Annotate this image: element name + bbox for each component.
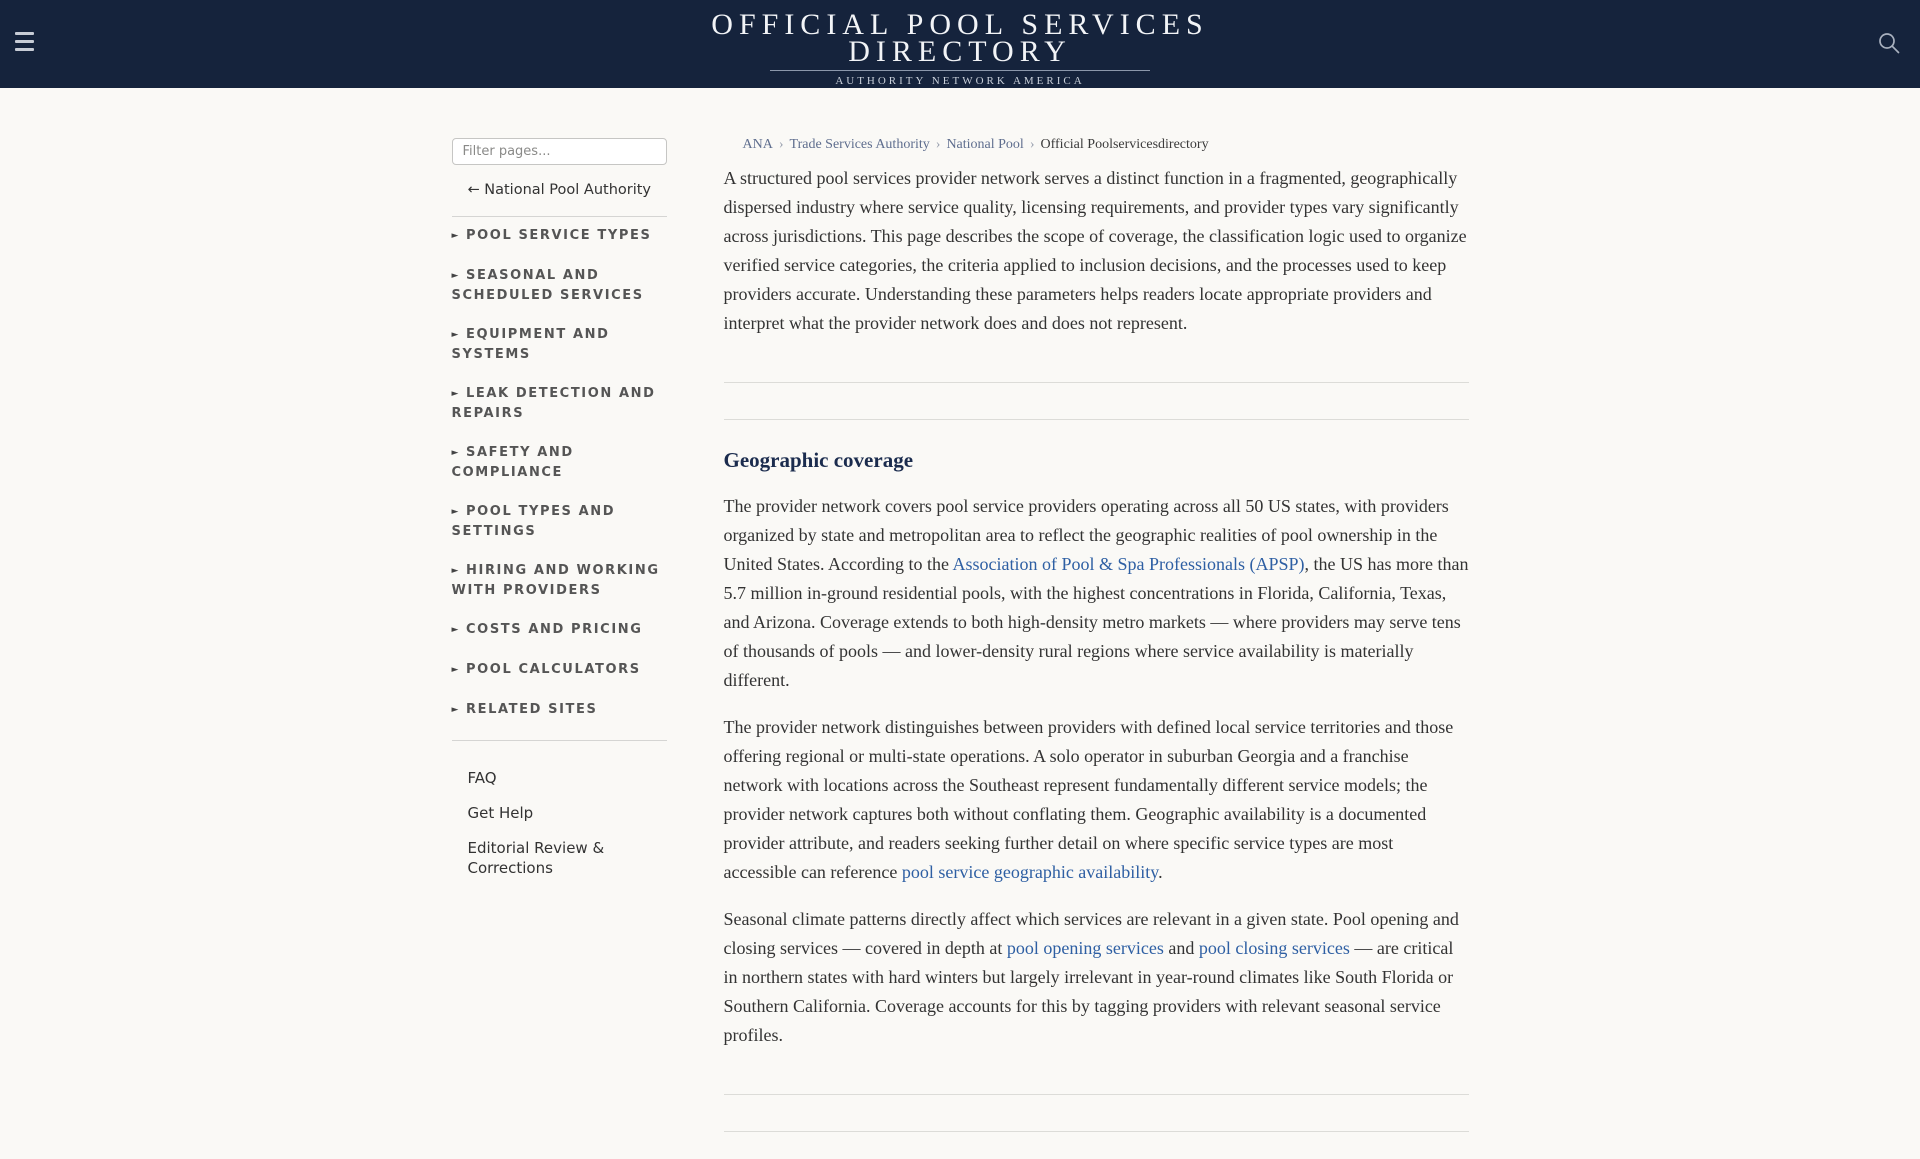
body-paragraph: A structured pool services provider network serves a distinct function in a fragmented, geographically dispersed industry where service quality, licensing requirements, and provider types vary significantly across jurisdictions. This page describes the scope of coverage, the classification logic used to organize verified service categories, the criteria applied to inclusion decisions, and the processes used to keep providers accurate. Understanding these parameters helps readers locate appropriate providers and interpret what the provider network does and does not represent. <box>723 168 1467 333</box>
sidebar-section-safety-and-compliance[interactable]: ► SAFETY AND COMPLIANCE <box>451 445 574 480</box>
sidebar-divider-top <box>452 216 667 217</box>
article-sections <box>724 382 1469 1132</box>
sidebar-section-seasonal-and-scheduled-services[interactable]: ► SEASONAL AND SCHEDULED SERVICES <box>451 268 644 303</box>
sidebar-divider-bottom <box>452 740 667 741</box>
breadcrumb-current-page: Official Poolservicesdirectory <box>1040 137 1209 152</box>
main-content <box>724 88 1469 1159</box>
breadcrumb-link-national-pool[interactable]: National Pool <box>946 137 1024 152</box>
body-paragraph: The provider network covers pool service providers operating across all 50 US states, with providers organized by state and metropolitan area to reflect the geographic realities of pool ownership in the United States. According to the Association of Pool & Spa Professionals (APSP), the US has more than 5.7 million in-ground residential pools, with the highest concentrations in Florida, California, Texas, and Arizona. Coverage extends to both high-density metro markets — where providers may serve tens of thousands of pools — and lower-density rural regions where service availability is materially different. <box>723 496 1469 690</box>
section-divider <box>724 382 1469 420</box>
expand-arrow-icon: ► <box>451 448 461 458</box>
sidebar-link-get-help[interactable]: Get Help <box>467 804 534 822</box>
expand-arrow-icon: ► <box>451 705 461 715</box>
sidebar-section-leak-detection-and-repairs[interactable]: ► LEAK DETECTION AND REPAIRS <box>451 386 656 421</box>
body-paragraph: Seasonal climate patterns directly affect which services are relevant in a given state. Pool opening and closing services — covered in depth at pool opening services and pool closing services — are critical in northern states with hard winters but largely irrelevant in year-round climates like South Florida or Southern California. Coverage accounts for this by tagging providers with relevant seasonal service profiles. <box>723 909 1459 1045</box>
expand-arrow-icon: ► <box>451 665 461 675</box>
inline-link-pool-closing-services[interactable]: pool closing services <box>1198 938 1350 958</box>
breadcrumb-link-ana[interactable]: ANA <box>742 137 773 152</box>
sidebar-section-pool-types-and-settings[interactable]: ► POOL TYPES AND SETTINGS <box>451 504 616 539</box>
sidebar-link-faq[interactable]: FAQ <box>467 769 497 787</box>
search-button[interactable] <box>1876 30 1902 56</box>
breadcrumb-separator: › <box>1029 137 1035 152</box>
section-heading-geographic-coverage: Geographic coverage <box>723 448 914 472</box>
site-header <box>0 0 1920 88</box>
breadcrumb <box>743 135 1469 155</box>
expand-arrow-icon: ► <box>451 507 461 517</box>
body-paragraph: The provider network distinguishes between providers with defined local service territories and those offering regional or multi-state operations. A solo operator in suburban Georgia and a franchise network with locations across the Southeast represent fundamentally different service models; the provider network captures both without conflating them. Geographic availability is a documented provider attribute, and readers seeking further detail on where specific service types are most accessible can reference pool service geographic availability. <box>723 717 1454 882</box>
expand-arrow-icon: ► <box>451 625 461 635</box>
sidebar-section-pool-service-types[interactable]: ► POOL SERVICE TYPES <box>451 228 652 243</box>
intro-block <box>724 164 1469 338</box>
filter-pages-input[interactable] <box>452 138 667 165</box>
sidebar-section-equipment-and-systems[interactable]: ► EQUIPMENT AND SYSTEMS <box>451 327 610 362</box>
inline-link-pool-service-geographic-availability[interactable]: pool service geographic availability <box>901 862 1159 882</box>
hamburger-menu-button[interactable] <box>15 32 35 56</box>
expand-arrow-icon: ► <box>451 330 461 340</box>
breadcrumb-separator: › <box>935 137 941 152</box>
breadcrumb-link-trade-services-authority[interactable]: Trade Services Authority <box>789 137 930 152</box>
expand-arrow-icon: ► <box>451 231 461 241</box>
menu-icon <box>15 32 34 35</box>
site-subtitle: AUTHORITY NETWORK AMERICA <box>770 70 1150 87</box>
sidebar-section-pool-calculators[interactable]: ► POOL CALCULATORS <box>451 662 641 677</box>
search-icon <box>1876 30 1902 56</box>
back-to-national-pool-authority-link[interactable]: ← National Pool Authority <box>467 182 652 198</box>
site-title[interactable]: OFFICIAL POOL SERVICES DIRECTORY <box>711 8 1209 68</box>
expand-arrow-icon: ► <box>451 271 461 281</box>
page-body <box>452 88 1469 1159</box>
sidebar-section-hiring-and-working-with-providers[interactable]: ► HIRING AND WORKING WITH PROVIDERS <box>451 563 660 598</box>
breadcrumb-separator: › <box>778 137 784 152</box>
sidebar <box>452 88 667 1159</box>
sidebar-sections <box>452 226 667 720</box>
expand-arrow-icon: ► <box>451 566 461 576</box>
inline-link-association-of-pool-spa-professionals-apsp[interactable]: Association of Pool & Spa Professionals (APSP) <box>952 554 1305 574</box>
inline-link-pool-opening-services[interactable]: pool opening services <box>1006 938 1164 958</box>
sidebar-section-costs-and-pricing[interactable]: ► COSTS AND PRICING <box>451 622 643 637</box>
sidebar-utility-links <box>452 768 667 878</box>
sidebar-section-related-sites[interactable]: ► RELATED SITES <box>451 702 598 717</box>
site-title-block <box>710 0 1210 89</box>
sidebar-link-editorial-review-corrections[interactable]: Editorial Review & Corrections <box>467 839 605 877</box>
expand-arrow-icon: ► <box>451 389 461 399</box>
section-divider <box>724 1094 1469 1132</box>
